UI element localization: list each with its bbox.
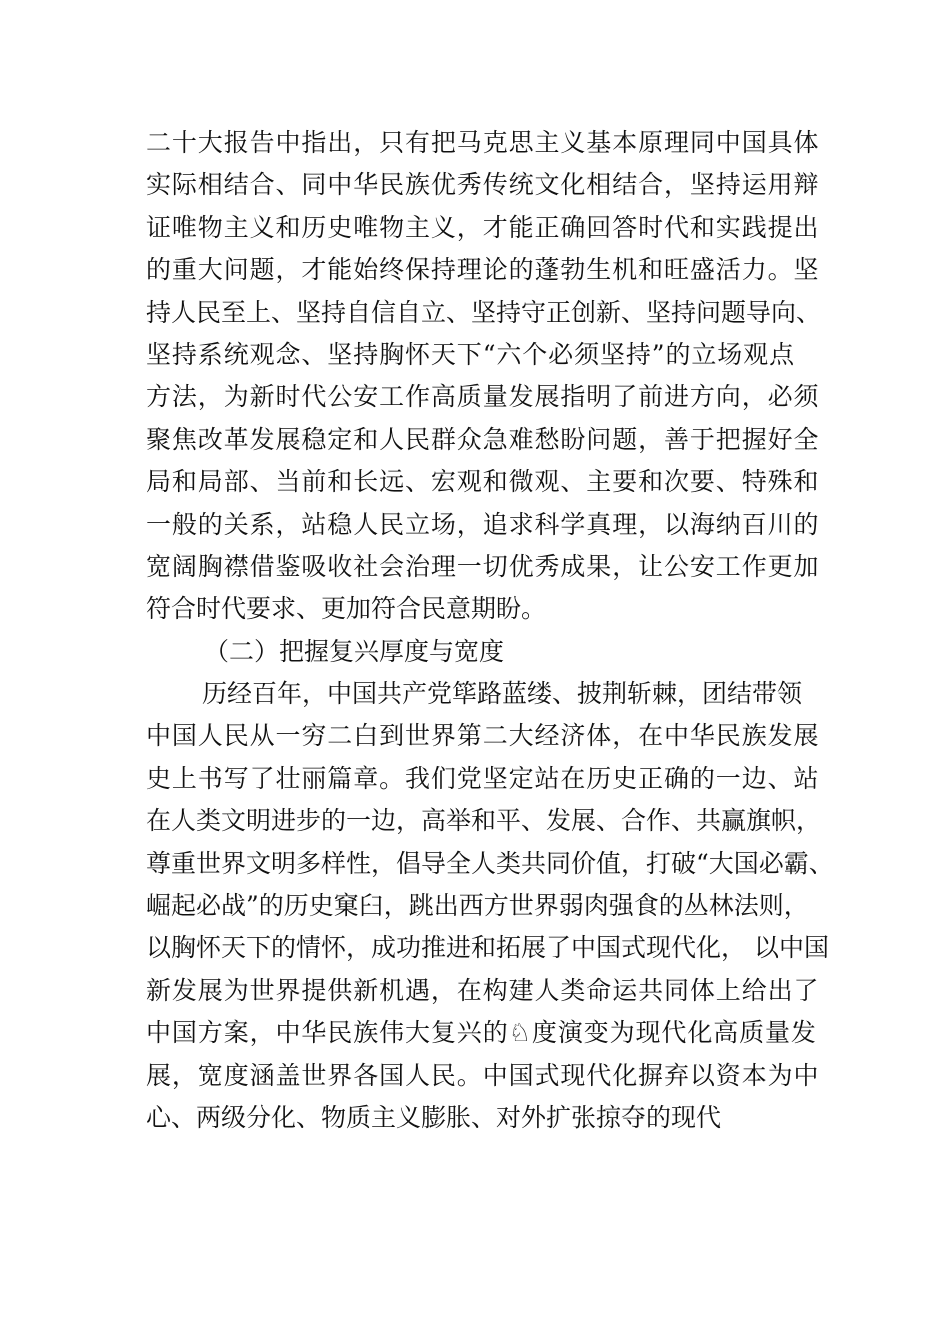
paragraph-line: 聚焦改革发展稳定和人民群众急难愁盼问题，善于把握好全 — [146, 424, 820, 454]
paragraph-line: 的重大问题，才能始终保持理论的蓬勃生机和旺盛活力。坚 — [146, 255, 820, 285]
paragraph-line: 史上书写了壮丽篇章。我们党坚定站在历史正确的一边、站 — [146, 763, 820, 793]
paragraph-line: 方法，为新时代公安工作高质量发展指明了前进方向，必须 — [146, 382, 820, 412]
paragraph-line: 持人民至上、坚持自信自立、坚持守正创新、坚持问题导向、 — [146, 297, 822, 327]
paragraph-line: 历经百年，中国共产党筚路蓝缕、披荆斩棘，团结带领 — [202, 679, 803, 709]
paragraph-line: 展，宽度涵盖世界各国人民。中国式现代化摒弃以资本为中 — [146, 1060, 820, 1090]
paragraph-line: 坚持系统观念、坚持胸怀天下“六个必须坚持”的立场观点 — [146, 339, 795, 369]
paragraph-1 — [146, 122, 826, 631]
paragraph-line: 实际相结合、同中华民族优秀传统文化相结合，坚持运用辩 — [146, 170, 820, 200]
paragraph-line: 宽阔胸襟借鉴吸收社会治理一切优秀成果，让公安工作更加 — [146, 551, 820, 581]
paragraph-line: 证唯物主义和历史唯物主义，才能正确回答时代和实践提出 — [146, 212, 820, 242]
paragraph-line: 二十大报告中指出，只有把马克思主义基本原理同中国具体 — [146, 128, 820, 157]
paragraph-line: 符合时代要求、更加符合民意期盼。 — [146, 594, 547, 624]
paragraph-line: 新发展为世界提供新机遇，在构建人类命运共同体上给出了 — [146, 975, 820, 1005]
paragraph-line: 中国方案，中华民族伟大复兴的♘度演变为现代化高质量发 — [146, 1018, 817, 1048]
paragraph-line: 崛起必战”的历史窠臼，跳出西方世界弱肉强食的丛林法则， — [146, 891, 809, 921]
paragraph-line: 尊重世界文明多样性，倡导全人类共同价值，打破“大国必霸、 — [146, 848, 834, 878]
paragraph-2 — [146, 673, 834, 1139]
paragraph-line: 以胸怀天下的情怀，成功推进和拓展了中国式现代化， 以中国 — [146, 933, 829, 963]
paragraph-line: 局和局部、当前和长远、宏观和微观、主要和次要、特殊和 — [146, 467, 820, 497]
paragraph-line: 一般的关系，站稳人民立场，追求科学真理，以海纳百川的 — [146, 509, 820, 539]
paragraph-line: 心、两级分化、物质主义膨胀、对外扩张掠夺的现代 — [146, 1102, 722, 1132]
section-heading: （二）把握复兴厚度与宽度 — [204, 636, 505, 666]
paragraph-line: 中国人民从一穷二白到世界第二大经济体，在中华民族发展 — [146, 721, 820, 751]
document-body — [146, 122, 834, 1139]
paragraph-line: 在人类文明进步的一边，高举和平、发展、合作、共赢旗帜， — [146, 806, 822, 836]
